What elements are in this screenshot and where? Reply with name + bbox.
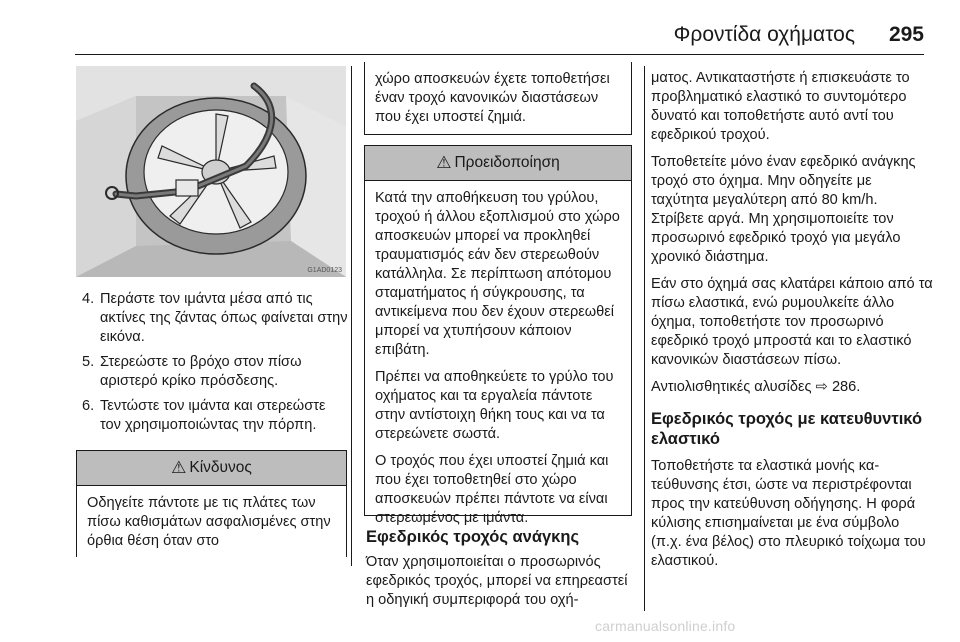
watermark: carmanualsonline.info <box>595 618 736 634</box>
danger-text-continued: χώρο αποσκευών έχετε τοποθετήσει έναν τροχό κανονικών διαστάσεων που έχει υποστεί ζημιά. <box>375 71 610 125</box>
danger-text: Οδηγείτε πάντοτε με τις πλάτες των πίσω καθισμάτων ασφαλισμένες στην όρθια θέση όταν στο <box>87 495 331 549</box>
cross-reference[interactable] <box>651 378 933 397</box>
column-1 <box>76 290 348 441</box>
column-2-lower <box>366 527 634 610</box>
xref-page: 286. <box>831 379 861 395</box>
warning-title: Προειδοποίηση <box>454 154 560 171</box>
warning-paragraph: Ο τροχός που έχει υποστεί ζημιά και που έχει τοποθετηθεί στο χώρο αποσκευών πρέπει πάντοτε να είναι στερεωμένος με ιμάντα. <box>375 453 609 526</box>
danger-title: Κίνδυνος <box>189 459 252 476</box>
step-text: Τεντώστε τον ιμάντα και στερεώστε τον χρησιμοποιώντας την πόρπη. <box>100 398 326 433</box>
page-number: 295 <box>888 23 924 46</box>
danger-box <box>76 450 347 557</box>
paragraph: Τοποθετείτε μόνο έναν εφεδρικό ανάγκης τροχό στο όχημα. Μην οδηγείτε με ταχύτητα μεγαλύτερη από 80 km/h. Στρίβετε αργά. Μη χρησιμοποιείτε τον προσωρινό εφεδρικό τροχό για μεγάλο χρονικό διάστημα. <box>651 154 916 265</box>
step-item <box>76 397 348 435</box>
header-rule <box>75 54 924 55</box>
section-text-temporary-spare: Όταν χρησιμοποιείται ο προσωρινός εφεδρικός τροχός, μπορεί να επηρεαστεί η οδηγική συμπεριφορά του οχή- <box>366 554 628 608</box>
page-header <box>0 0 960 52</box>
warning-paragraph: Πρέπει να αποθηκεύετε το γρύλο του οχήματος και τα εργαλεία πάντοτε στην αντίστοιχη θήκη τους και να τα στερεώνετε σωστά. <box>375 369 614 442</box>
step-item <box>76 353 348 391</box>
xref-arrow-icon: ⇨ <box>815 379 828 395</box>
spare-wheel-illustration <box>76 66 346 277</box>
warning-triangle-icon: ⚠ <box>436 153 452 172</box>
xref-text: Αντιολισθητικές αλυσίδες <box>651 379 812 395</box>
paragraph: Εάν στο όχημά σας κλατάρει κάποιο από τα πίσω ελαστικά, ενώ ρυμουλκείτε άλλο όχημα, τοποθετήστε τον προσωρινό εφεδρικό τροχό μπροστά και το ελαστικό κανονικών διαστάσεων πίσω. <box>651 276 933 368</box>
column-divider <box>644 66 645 611</box>
warning-paragraph: Κατά την αποθήκευση του γρύλου, τροχού ή άλλου εξοπλισμού στο χώρο αποσκευών μπορεί να προκληθεί τραυματισμός εάν δεν στερεωθούν κατάλληλα. Σε περίπτωση απότομου σταματήματος ή σύγκρουσης, τα αντικείμενα που δεν έχουν στερεωθεί μπορεί να χτυπήσουν κάποιον επιβάτη. <box>375 190 620 358</box>
warning-triangle-icon: ⚠ <box>171 458 187 477</box>
step-text: Στερεώστε το βρόχο στον πίσω αριστερό κρίκο πρόσδεσης. <box>100 354 302 389</box>
section-heading-directional-tyre: Εφεδρικός τροχός με κατευθυντικό ελαστικό <box>651 410 923 448</box>
step-number: 6. <box>82 398 95 414</box>
section-heading-temporary-spare: Εφεδρικός τροχός ανάγκης <box>366 528 580 546</box>
step-text: Περάστε τον ιμάντα μέσα από τις ακτίνες της ζάντας όπως φαίνεται στην εικόνα. <box>100 291 348 345</box>
column-3 <box>651 69 933 579</box>
column-divider <box>351 66 352 566</box>
figure-code: G1AD0123 <box>307 267 342 274</box>
spare-wheel-figure <box>76 66 346 277</box>
danger-box-header <box>77 451 346 486</box>
warning-box <box>364 145 632 526</box>
paragraph: ματος. Αντικαταστήστε ή επισκευάστε το προβληματικό ελαστικό το συντομότερο δυνατό και τοποθετήστε αυτό αντί του εφεδρικού τροχού. <box>651 70 910 143</box>
danger-box-continued <box>364 62 632 135</box>
danger-box-body <box>77 486 346 551</box>
warning-box-body <box>365 181 631 528</box>
page-title: Φροντίδα οχήματος <box>673 23 855 46</box>
step-list <box>76 290 348 435</box>
warning-box-header <box>365 146 631 181</box>
danger-box-continued-body <box>365 62 631 127</box>
section-text-directional-tyre: Τοποθετήστε τα ελαστικά μονής κατεύθυνσης έτσι, ώστε να περιστρέφονται προς την κατεύθυνση οδήγησης. Η φορά κύλισης επισημαίνεται με ένα σύμβολο (π.χ. ένα βέλος) στο πλευρικό τοίχωμα του ελαστικού. <box>651 458 926 569</box>
step-number: 5. <box>82 354 95 370</box>
step-item <box>76 290 348 347</box>
step-number: 4. <box>82 291 95 307</box>
